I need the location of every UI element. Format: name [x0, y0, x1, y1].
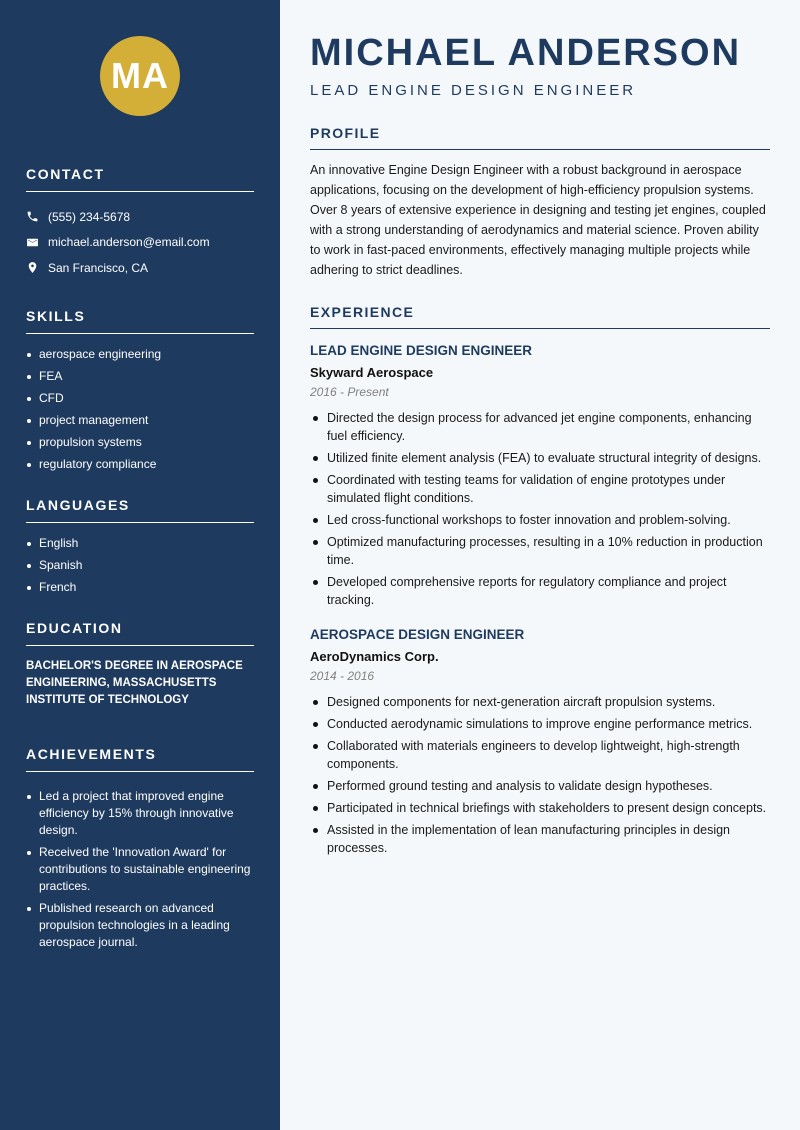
duty-item: Developed comprehensive reports for regulatory compliance and project tracking. [310, 573, 770, 609]
job-duties [310, 693, 770, 857]
skill-item: regulatory compliance [26, 456, 254, 473]
duty-item: Designed components for next-generation aircraft propulsion systems. [310, 693, 770, 711]
profile-section [310, 125, 770, 280]
contact-section [26, 166, 254, 281]
language-item: English [26, 535, 254, 552]
skill-item: aerospace engineering [26, 346, 254, 363]
languages-heading: LANGUAGES [26, 497, 254, 523]
job-company: Skyward Aerospace [310, 365, 434, 380]
job-dates: 2016 - Present [310, 385, 389, 399]
contact-email [26, 230, 254, 256]
skill-item: project management [26, 412, 254, 429]
duty-item: Led cross-functional workshops to foster innovation and problem-solving. [310, 511, 770, 529]
languages-section [26, 497, 254, 596]
achievements-section [26, 746, 254, 951]
achievement-item: Received the 'Innovation Award' for contributions to sustainable engineering practices. [26, 844, 254, 895]
skills-section [26, 308, 254, 473]
languages-list [26, 535, 254, 596]
language-item: Spanish [26, 557, 254, 574]
achievements-list [26, 788, 254, 951]
skills-list [26, 346, 254, 473]
duty-item: Optimized manufacturing processes, resulting in a 10% reduction in production time. [310, 533, 770, 569]
duty-item: Collaborated with materials engineers to develop lightweight, high-strength components. [310, 737, 770, 773]
skill-item: CFD [26, 390, 254, 407]
duty-item: Performed ground testing and analysis to validate design hypotheses. [310, 777, 770, 795]
duty-item: Coordinated with testing teams for validation of engine prototypes under simulated flight conditions. [310, 471, 770, 507]
achievement-item: Published research on advanced propulsion technologies in a leading aerospace journal. [26, 900, 254, 951]
main-content [280, 0, 800, 1130]
job-company: AeroDynamics Corp. [310, 649, 439, 664]
mail-icon [26, 236, 39, 249]
contact-phone [26, 204, 254, 230]
job-dates: 2014 - 2016 [310, 669, 375, 683]
candidate-role: LEAD ENGINE DESIGN ENGINEER [310, 82, 637, 99]
skill-item: propulsion systems [26, 434, 254, 451]
job-title: LEAD ENGINE DESIGN ENGINEER [310, 343, 533, 358]
email-text: michael.anderson@email.com [48, 235, 210, 250]
sidebar [0, 0, 280, 1130]
job-entry [310, 627, 770, 857]
skill-item: FEA [26, 368, 254, 385]
phone-text: (555) 234-5678 [48, 209, 131, 224]
profile-heading: PROFILE [310, 125, 770, 150]
experience-section [310, 304, 770, 857]
phone-icon [26, 210, 39, 223]
duty-item: Participated in technical briefings with stakeholders to present design concepts. [310, 799, 770, 817]
experience-heading: EXPERIENCE [310, 304, 770, 329]
education-degree: BACHELOR'S DEGREE IN AEROSPACE ENGINEERING, MASSACHUSETTS INSTITUTE OF TECHNOLOGY [26, 659, 243, 706]
contact-heading: CONTACT [26, 166, 254, 192]
location-pin-icon [26, 261, 39, 274]
achievement-item: Led a project that improved engine efficiency by 15% through innovative design. [26, 788, 254, 839]
duty-item: Directed the design process for advanced jet engine components, enhancing fuel efficiency. [310, 409, 770, 445]
avatar: MA [100, 36, 180, 116]
contact-location [26, 255, 254, 281]
duty-item: Conducted aerodynamic simulations to improve engine performance metrics. [310, 715, 770, 733]
language-item: French [26, 579, 254, 596]
job-entry [310, 343, 770, 609]
candidate-name: MICHAEL ANDERSON [310, 32, 742, 74]
achievements-heading: ACHIEVEMENTS [26, 746, 254, 772]
location-text: San Francisco, CA [48, 260, 149, 275]
education-section [26, 620, 254, 709]
education-heading: EDUCATION [26, 620, 254, 646]
job-title: AEROSPACE DESIGN ENGINEER [310, 627, 525, 642]
skills-heading: SKILLS [26, 308, 254, 334]
job-duties [310, 409, 770, 609]
profile-text: An innovative Engine Design Engineer with a robust background in aerospace applications, focusing on the development of high-efficiency propulsion systems. Over 8 years of extensive experience in designing and testing jet engines, coupled with a strong understanding of aerodynamics and material science. Proven ability to work in fast-paced environments, effectively managing multiple projects while adhering to strict deadlines. [310, 163, 766, 277]
duty-item: Utilized finite element analysis (FEA) to evaluate structural integrity of designs. [310, 449, 770, 467]
duty-item: Assisted in the implementation of lean manufacturing principles in design processes. [310, 821, 770, 857]
